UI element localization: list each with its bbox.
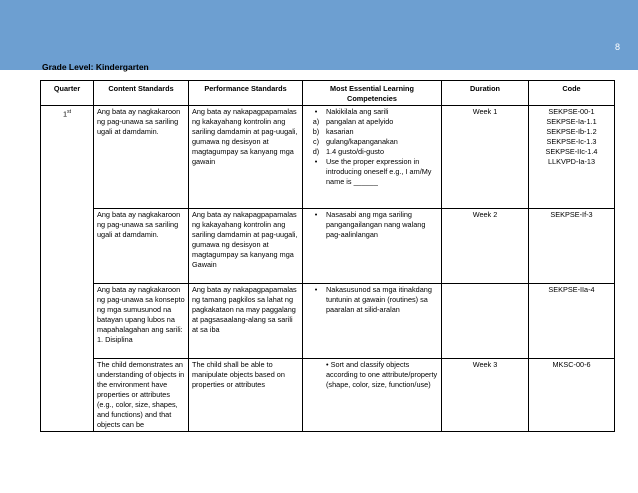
quarter-cell — [41, 106, 94, 432]
header-duration: Duration — [442, 81, 529, 106]
content-standard-cell: The child demonstrates an understanding of objects in the environment have properties or attributes (e.g., color, size, shapes, and functions) and that objects can be — [94, 359, 189, 432]
competency-item: c) gulang/kapanganakan — [312, 137, 398, 146]
performance-standard-cell: Ang bata ay nakapagpapamalas ng tamang pagkilos sa lahat ng pagkakataon na may paggalang at pagsasaalang-alang sa sarili at sa iba — [189, 284, 303, 359]
competencies-cell — [303, 209, 442, 284]
competency-item: • Use the proper expression in introducing oneself e.g., I am/My name is ______ — [314, 157, 432, 186]
quarter-suffix: st — [67, 109, 71, 115]
competency-item: • Sort and classify objects according to one attribute/property (shape, color, size, function/use) — [326, 360, 438, 389]
duration-cell: Week 3 — [442, 359, 529, 432]
performance-standard-cell: The child shall be able to manipulate objects based on properties or attributes — [189, 359, 303, 432]
code-item: SEKPSE-If-3 — [550, 210, 593, 219]
code-item: SEKPSE-00-1 — [548, 107, 595, 116]
header-competencies: Most Essential Learning Competencies — [303, 81, 442, 106]
table-header-row — [41, 81, 615, 106]
competencies-cell — [303, 359, 442, 432]
code-item: SEKPSE-Ic-1.3 — [546, 137, 597, 146]
header-performance-standards: Performance Standards — [189, 81, 303, 106]
code-item: SEKPSE-Ib-1.2 — [546, 127, 597, 136]
duration-cell: Week 1 — [442, 106, 529, 209]
code-cell — [529, 209, 615, 284]
performance-standard-cell: Ang bata ay nakapagpapamalas ng kakayahang kontrolin ang sariling damdamin at pag-uugali, gumawa ng desisyon at magtagumpay sa kanyang mga gawain — [189, 106, 303, 209]
competency-item: b) kasarian — [312, 127, 354, 136]
code-item: LLKVPD-Ia-13 — [547, 157, 596, 166]
content-standard-cell: Ang bata ay nagkakaroon ng pag-unawa sa sariling ugali at damdamin. — [94, 106, 189, 209]
duration-cell: Week 2 — [442, 209, 529, 284]
header-quarter: Quarter — [41, 81, 94, 106]
duration-cell — [442, 284, 529, 359]
code-cell — [529, 359, 615, 432]
competency-item: d) 1.4 gusto/di-gusto — [312, 147, 385, 156]
content-standard-cell: Ang bata ay nagkakaroon ng pag-unawa sa konsepto ng mga sumusunod na batayan upang lubos na mapahalagahan ang sarili: 1. Disiplina — [94, 284, 189, 359]
table-row — [41, 209, 615, 284]
code-item: SEKPSE-IIc-1.4 — [545, 147, 598, 156]
code-item: SEKPSE-Ia-1.1 — [546, 117, 597, 126]
code-cell — [529, 284, 615, 359]
table-row — [41, 359, 615, 432]
content-standard-cell: Ang bata ay nagkakaroon ng pag-unawa sa sariling ugali at damdamin. — [94, 209, 189, 284]
header-content-standards: Content Standards — [94, 81, 189, 106]
competency-item: • Nasasabi ang mga sariling pangangailangan nang walang pag-aalinlangan — [314, 210, 426, 239]
page-number: 8 — [614, 42, 620, 52]
competency-item: • Nakikilala ang sarili — [314, 107, 389, 116]
competency-item: • Nakasusunod sa mga itinakdang tuntunin at gawain (routines) sa paaralan at silid-aralan — [314, 285, 432, 314]
competencies-cell — [303, 284, 442, 359]
competencies-cell — [303, 106, 442, 209]
grade-level-label: Grade Level: Kindergarten — [42, 62, 149, 72]
code-item: SEKPSE-IIa-4 — [548, 285, 595, 294]
header-code: Code — [529, 81, 615, 106]
curriculum-table — [40, 80, 615, 432]
performance-standard-cell: Ang bata ay nakapagpapamalas ng kakayahang kontrolin ang sariling damdamin at pag-uugali, gumawa ng desisyon at magtagumpay sa kanyang mga Gawain — [189, 209, 303, 284]
table-row — [41, 106, 615, 209]
competency-item: a) pangalan at apelyido — [312, 117, 394, 126]
table-row — [41, 284, 615, 359]
header-band — [0, 0, 638, 70]
quarter-number: 1 — [63, 109, 68, 119]
code-cell — [529, 106, 615, 209]
code-item: MKSC-00-6 — [552, 360, 591, 369]
